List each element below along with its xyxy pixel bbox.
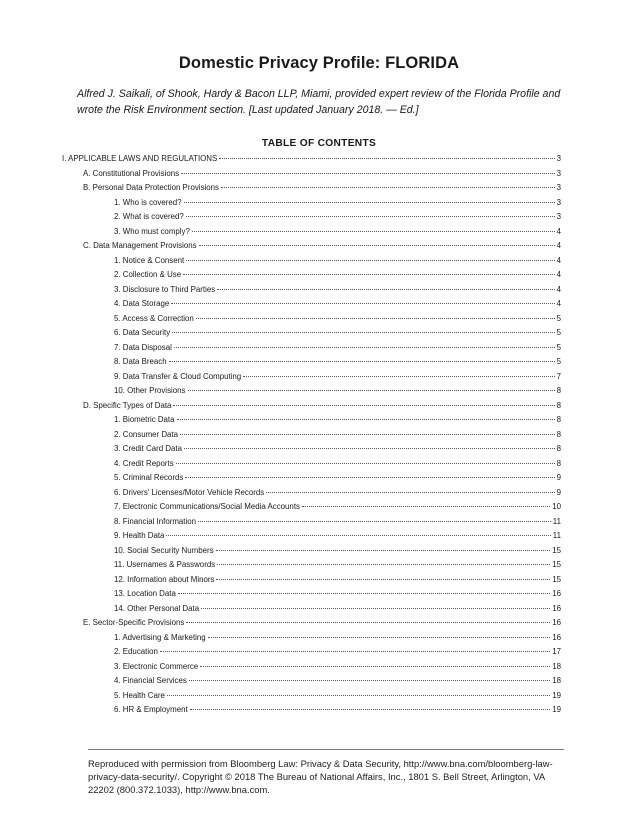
- toc-entry[interactable]: [114, 689, 561, 703]
- toc-entry-page-number: 15: [552, 574, 561, 584]
- toc-entry-label: 12. Information about Minors: [114, 574, 215, 584]
- toc-entry-label: 1. Advertising & Marketing: [114, 632, 206, 642]
- toc-dot-leader: [169, 361, 555, 362]
- toc-dot-leader: [199, 245, 555, 246]
- toc-entry-label: 1. Notice & Consent: [114, 255, 185, 265]
- toc-dot-leader: [167, 695, 550, 696]
- toc-dot-leader: [201, 608, 550, 609]
- toc-entry-page-number: 8: [556, 415, 561, 424]
- toc-entry-page-number: 16: [552, 618, 561, 627]
- toc-entry[interactable]: [83, 399, 561, 413]
- toc-entry-page-number: 15: [552, 560, 561, 569]
- toc-entry-page-number: 16: [552, 589, 561, 598]
- toc-entry[interactable]: [114, 573, 561, 587]
- toc-dot-leader: [198, 521, 551, 522]
- toc-entry-page-number: 9: [556, 487, 561, 497]
- toc-entry-page-number: 15: [552, 545, 561, 555]
- toc-dot-leader: [217, 564, 550, 565]
- toc-entry[interactable]: [114, 442, 561, 456]
- toc-entry[interactable]: [114, 326, 561, 340]
- toc-dot-leader: [200, 666, 550, 667]
- toc-entry-page-number: 5: [556, 328, 561, 337]
- toc-entry[interactable]: [114, 544, 561, 558]
- toc-entry-page-number: 4: [556, 241, 561, 250]
- toc-entry-page-number: 4: [556, 255, 561, 265]
- toc-entry-page-number: 5: [556, 313, 561, 323]
- toc-entry[interactable]: [114, 486, 561, 500]
- toc-dot-leader: [181, 173, 555, 174]
- toc-entry[interactable]: [114, 254, 561, 268]
- toc-dot-leader: [178, 593, 550, 594]
- toc-entry-page-number: 11: [552, 531, 561, 540]
- toc-dot-leader: [216, 579, 550, 580]
- toc-dot-leader: [221, 187, 555, 188]
- toc-entry[interactable]: [114, 471, 561, 485]
- toc-dot-leader: [160, 651, 550, 652]
- toc-entry[interactable]: [83, 616, 561, 630]
- toc-entry[interactable]: [114, 297, 561, 311]
- toc-entry[interactable]: [83, 181, 561, 195]
- toc-entry-page-number: 8: [556, 429, 561, 439]
- toc-entry[interactable]: [114, 500, 561, 514]
- toc-entry-label: 1. Biometric Data: [114, 415, 175, 424]
- toc-entry-label: 9. Data Transfer & Cloud Computing: [114, 371, 242, 381]
- footer-copyright: Reproduced with permission from Bloomberg Law: Privacy & Data Security, http://www.bna.com/bloomberg-law-privacy-data-security/. Copyright © 2018 The Bureau of National Affairs, Inc., 1801 S. Bell Street, Arlington, VA 22202 (800.372.1033), http://www.bna.com.: [88, 758, 553, 795]
- toc-entry-label: A. Constitutional Provisions: [83, 168, 180, 178]
- toc-entry-page-number: 4: [556, 270, 561, 279]
- toc-dot-leader: [172, 332, 554, 333]
- toc-entry[interactable]: [114, 341, 561, 355]
- toc-entry[interactable]: [114, 529, 561, 543]
- toc-entry[interactable]: [83, 239, 561, 253]
- toc-dot-leader: [266, 492, 554, 493]
- toc-dot-leader: [219, 158, 554, 159]
- toc-entry[interactable]: [114, 428, 561, 442]
- toc-dot-leader: [189, 680, 550, 681]
- toc-entry[interactable]: [114, 210, 561, 224]
- toc-entry-page-number: 5: [556, 342, 561, 352]
- toc-entry-page-number: 19: [552, 705, 561, 714]
- toc-entry[interactable]: [114, 631, 561, 645]
- toc-entry-label: E. Sector-Specific Provisions: [83, 618, 185, 627]
- author-note: Alfred J. Saikali, of Shook, Hardy & Bacon LLP, Miami, provided expert review of the Florida Profile and wrote the Risk Environment section. [Last updated January 2018. — Ed.]: [77, 88, 561, 116]
- toc-dot-leader: [177, 419, 555, 420]
- toc-entry-page-number: 4: [556, 284, 561, 294]
- toc-entry-page-number: 4: [556, 299, 561, 308]
- toc-entry[interactable]: [114, 312, 561, 326]
- toc-dot-leader: [173, 405, 554, 406]
- toc-entry[interactable]: [114, 587, 561, 601]
- toc-entry-page-number: 10: [552, 502, 561, 511]
- toc-entry-page-number: 9: [556, 473, 561, 482]
- toc-entry-label: 6. Data Security: [114, 328, 171, 337]
- toc-entry-page-number: 8: [556, 400, 561, 410]
- toc-entry-label: 10. Other Provisions: [114, 386, 186, 395]
- toc-dot-leader: [186, 622, 550, 623]
- toc-entry-label: 5. Criminal Records: [114, 473, 184, 482]
- toc-dot-leader: [184, 448, 555, 449]
- toc-dot-leader: [243, 376, 554, 377]
- toc-dot-leader: [174, 347, 555, 348]
- toc-entry-label: 5. Access & Correction: [114, 313, 194, 323]
- toc-entry-page-number: 3: [556, 168, 561, 178]
- toc-dot-leader: [196, 318, 555, 319]
- toc-entry-label: 13. Location Data: [114, 589, 176, 598]
- toc-entry[interactable]: [83, 167, 561, 181]
- toc-entry-label: C. Data Management Provisions: [83, 241, 197, 250]
- toc-dot-leader: [186, 260, 554, 261]
- toc-entry[interactable]: [114, 703, 561, 717]
- toc-entry-page-number: 11: [552, 516, 561, 526]
- toc-entry-page-number: 16: [552, 603, 561, 613]
- toc-entry[interactable]: [114, 515, 561, 529]
- toc-dot-leader: [216, 550, 551, 551]
- toc-entry-label: 8. Financial Information: [114, 516, 197, 526]
- footer-divider: [88, 749, 564, 750]
- toc-entry-label: 3. Who must comply?: [114, 226, 190, 236]
- toc-entry-label: 2. What is covered?: [114, 212, 184, 221]
- toc-dot-leader: [184, 202, 555, 203]
- toc-entry-label: 10. Social Security Numbers: [114, 545, 214, 555]
- toc-entry-page-number: 16: [552, 632, 561, 642]
- toc-entry-label: D. Specific Types of Data: [83, 400, 172, 410]
- toc-entry-page-number: 18: [552, 676, 561, 685]
- toc-entry-label: 3. Electronic Commerce: [114, 661, 199, 671]
- toc-entry[interactable]: [114, 660, 561, 674]
- toc-dot-leader: [171, 303, 554, 304]
- toc-entry-label: 7. Electronic Communications/Social Media Accounts: [114, 502, 300, 511]
- toc-entry[interactable]: [114, 370, 561, 384]
- toc-entry-page-number: 5: [556, 357, 561, 366]
- toc-dot-leader: [180, 434, 555, 435]
- toc-entry-label: 6. HR & Employment: [114, 705, 188, 714]
- toc-entry-label: 8. Data Breach: [114, 357, 167, 366]
- toc-entry[interactable]: [114, 674, 561, 688]
- toc-dot-leader: [302, 506, 550, 507]
- toc-dot-leader: [166, 535, 550, 536]
- toc-entry[interactable]: [114, 196, 561, 210]
- toc-entry-label: 9. Health Data: [114, 531, 165, 540]
- toc-entry-label: 2. Collection & Use: [114, 270, 182, 279]
- toc-entry-label: 14. Other Personal Data: [114, 603, 200, 613]
- toc-dot-leader: [185, 477, 554, 478]
- toc-entry[interactable]: [114, 225, 561, 239]
- toc-entry[interactable]: [114, 355, 561, 369]
- toc-entry-page-number: 7: [556, 371, 561, 381]
- toc-entry[interactable]: [114, 457, 561, 471]
- toc-entry-label: 1. Who is covered?: [114, 197, 182, 207]
- toc-entry-label: 5. Health Care: [114, 690, 165, 700]
- toc-entry[interactable]: [114, 645, 561, 659]
- toc-entry-label: 4. Data Storage: [114, 299, 170, 308]
- toc-entry-page-number: 8: [556, 444, 561, 453]
- toc-entry-page-number: 3: [556, 183, 561, 192]
- toc-entry-label: 11. Usernames & Passwords: [114, 560, 216, 569]
- toc-entry-label: 4. Financial Services: [114, 676, 187, 685]
- toc-entry-page-number: 19: [552, 690, 561, 700]
- toc-entry-page-number: 17: [552, 647, 561, 656]
- toc-entry[interactable]: [62, 152, 561, 166]
- toc-entry-page-number: 3: [556, 212, 561, 221]
- toc-dot-leader: [186, 216, 555, 217]
- toc-entry[interactable]: [114, 384, 561, 398]
- toc-entry[interactable]: [114, 413, 561, 427]
- toc-entry[interactable]: [114, 268, 561, 282]
- toc-dot-leader: [188, 390, 555, 391]
- toc-entry-label: 2. Consumer Data: [114, 429, 179, 439]
- toc-dot-leader: [217, 289, 554, 290]
- toc-dot-leader: [183, 274, 555, 275]
- toc-entry-page-number: 4: [556, 226, 561, 236]
- toc-entry-page-number: 3: [556, 197, 561, 207]
- document-title: Domestic Privacy Profile: FLORIDA: [178, 54, 460, 72]
- toc-entry-label: 3. Disclosure to Third Parties: [114, 284, 216, 294]
- toc-entry-label: B. Personal Data Protection Provisions: [83, 183, 219, 192]
- toc-entry-label: 7. Data Disposal: [114, 342, 172, 352]
- toc-entry-label: 3. Credit Card Data: [114, 444, 182, 453]
- toc-dot-leader: [208, 637, 551, 638]
- toc-entry-page-number: 8: [556, 458, 561, 468]
- toc-dot-leader: [190, 709, 551, 710]
- toc-entry[interactable]: [114, 558, 561, 572]
- toc-entry-label: 6. Drivers' Licenses/Motor Vehicle Records: [114, 487, 265, 497]
- toc-entry[interactable]: [114, 283, 561, 297]
- toc-entry-page-number: 8: [556, 386, 561, 395]
- toc-dot-leader: [192, 231, 555, 232]
- toc-entry-page-number: 18: [552, 661, 561, 671]
- toc-entry-label: 4. Credit Reports: [114, 458, 174, 468]
- toc-entry-page-number: 3: [556, 154, 561, 163]
- toc-dot-leader: [176, 463, 555, 464]
- toc-entry[interactable]: [114, 602, 561, 616]
- toc-entry-label: I. APPLICABLE LAWS AND REGULATIONS: [62, 154, 218, 163]
- toc-entry-label: 2. Education: [114, 647, 158, 656]
- toc-heading: TABLE OF CONTENTS: [261, 138, 377, 149]
